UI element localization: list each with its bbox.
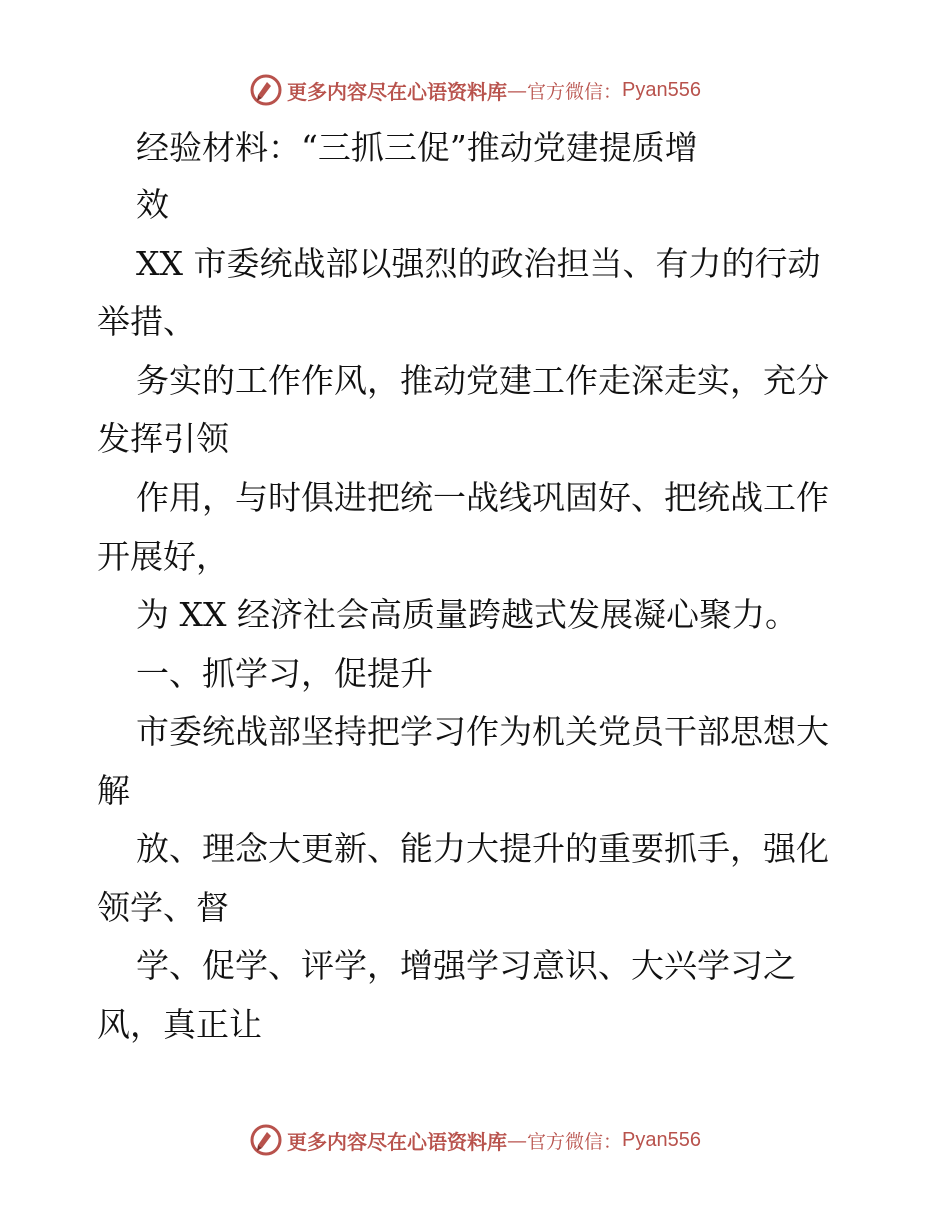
wechat-id: Pyan556 bbox=[622, 78, 701, 101]
paragraph-line: XX 市委统战部以强烈的政治担当、有力的行动 bbox=[136, 244, 821, 283]
paragraph-line: 发挥引领 bbox=[97, 419, 229, 458]
paragraph-line: 开展好， bbox=[97, 537, 229, 576]
paragraph-line: 市委统战部坚持把学习作为机关党员干部思想大 bbox=[136, 712, 829, 751]
logo-icon bbox=[249, 73, 283, 107]
paragraph-line: 务实的工作作风，推动党建工作走深走实，充分 bbox=[136, 361, 829, 400]
logo-icon bbox=[249, 1123, 283, 1157]
footer-banner bbox=[0, 1120, 950, 1160]
wechat-label: 官方微信： bbox=[527, 1130, 623, 1153]
document-title-line-2: 效 bbox=[136, 185, 169, 224]
paragraph-line: 为 XX 经济社会高质量跨越式发展凝心聚力。 bbox=[136, 595, 798, 634]
paragraph-line: 举措、 bbox=[97, 302, 196, 341]
paragraph-line: 放、理念大更新、能力大提升的重要抓手，强化 bbox=[136, 829, 829, 868]
banner-separator: — bbox=[507, 78, 527, 102]
brand-text: 更多内容尽在心语资料库 bbox=[287, 1129, 507, 1154]
banner-separator: — bbox=[507, 1128, 527, 1152]
paragraph-line: 领学、督 bbox=[97, 888, 229, 927]
document-title-line-1: 经验材料：“三抓三促”推动党建提质增 bbox=[136, 128, 698, 167]
paragraph-line: 解 bbox=[97, 771, 130, 810]
paragraph-line: 风，真正让 bbox=[97, 1005, 262, 1044]
paragraph-line: 学、促学、评学，增强学习意识、大兴学习之 bbox=[136, 946, 796, 985]
wechat-label: 官方微信： bbox=[527, 80, 623, 103]
brand-text: 更多内容尽在心语资料库 bbox=[287, 79, 507, 104]
section-heading: 一、抓学习，促提升 bbox=[136, 654, 433, 693]
paragraph-line: 作用，与时俱进把统一战线巩固好、把统战工作 bbox=[136, 478, 829, 517]
header-banner bbox=[0, 70, 950, 110]
wechat-id: Pyan556 bbox=[622, 1128, 701, 1151]
